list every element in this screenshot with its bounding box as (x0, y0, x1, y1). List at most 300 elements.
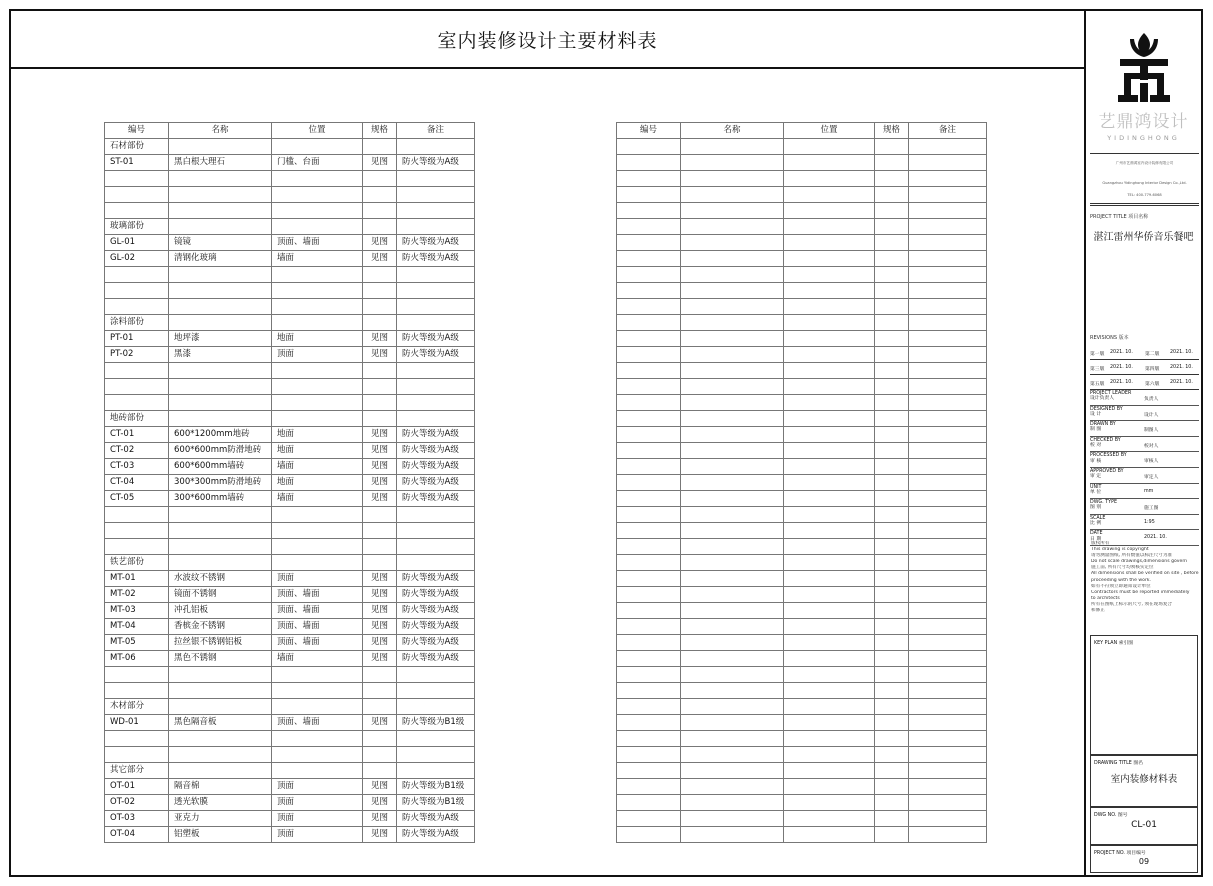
meta-value: 审定人 (1144, 474, 1159, 480)
cell-code: PT-02 (105, 347, 169, 363)
cell-code: WD-01 (105, 715, 169, 731)
empty-cell (681, 555, 784, 571)
cell-spec: 见图 (363, 811, 397, 827)
empty-cell (681, 283, 784, 299)
divider (1090, 203, 1199, 206)
cell-remark: 防火等级为A级 (397, 619, 475, 635)
empty-cell (784, 747, 875, 763)
col-header-location: 位置 (784, 123, 875, 139)
cell-code (105, 683, 169, 699)
empty-cell (681, 747, 784, 763)
empty-cell (617, 267, 681, 283)
table-row (617, 395, 987, 411)
empty-cell (909, 779, 987, 795)
cell-code: 玻璃部份 (105, 219, 169, 235)
table-row (105, 795, 475, 811)
cell-code: 其它部分 (105, 763, 169, 779)
empty-cell (617, 459, 681, 475)
cell-spec: 见图 (363, 347, 397, 363)
empty-cell (875, 555, 909, 571)
empty-cell (909, 331, 987, 347)
table-row (105, 347, 475, 363)
table-row (617, 155, 987, 171)
cell-remark (397, 763, 475, 779)
table-row (617, 651, 987, 667)
table-row (105, 587, 475, 603)
cell-remark (397, 395, 475, 411)
cell-remark: 防火等级为A级 (397, 635, 475, 651)
cell-code (105, 187, 169, 203)
meta-row (1090, 421, 1199, 437)
cell-spec: 见图 (363, 475, 397, 491)
cell-location: 顶面、墙面 (272, 603, 363, 619)
meta-value: mm (1144, 488, 1154, 494)
cell-code (105, 539, 169, 555)
empty-cell (784, 715, 875, 731)
cell-remark (397, 219, 475, 235)
table-row (105, 539, 475, 555)
table-row (105, 747, 475, 763)
revisions-label: REVISIONS 版本 (1090, 335, 1129, 341)
dwg-no-label: DWG NO. 图号 (1094, 813, 1128, 818)
meta-value: 2021. 10. (1144, 535, 1167, 541)
meta-row (1090, 406, 1199, 422)
drawing-title: 室内装修材料表 (1110, 774, 1178, 785)
cell-code (105, 747, 169, 763)
cell-remark: 防火等级为A级 (397, 811, 475, 827)
empty-cell (909, 571, 987, 587)
meta-value: 负责人 (1144, 397, 1159, 402)
table-row (617, 539, 987, 555)
cell-remark: 防火等级为A级 (397, 427, 475, 443)
meta-row (1090, 484, 1199, 500)
table-row (105, 571, 475, 587)
table-row (105, 683, 475, 699)
empty-cell (875, 251, 909, 267)
empty-cell (617, 443, 681, 459)
cell-name: 透光软膜 (169, 795, 272, 811)
empty-cell (784, 667, 875, 683)
table-row (105, 475, 475, 491)
cell-spec: 见图 (363, 795, 397, 811)
cell-location: 地面 (272, 331, 363, 347)
table-row (105, 827, 475, 843)
empty-cell (875, 571, 909, 587)
empty-cell (909, 763, 987, 779)
cell-spec (363, 747, 397, 763)
cell-name (169, 267, 272, 283)
cell-location (272, 539, 363, 555)
drawing-title-label: DRAWING TITLE 图名 (1094, 761, 1143, 766)
empty-cell (681, 827, 784, 843)
cell-code: 石材部份 (105, 139, 169, 155)
project-no: 09 (1138, 857, 1150, 866)
meta-row (1090, 499, 1199, 515)
empty-cell (681, 475, 784, 491)
cell-code: 地砖部份 (105, 411, 169, 427)
empty-cell (784, 235, 875, 251)
table-row (617, 235, 987, 251)
table-row (105, 619, 475, 635)
empty-cell (784, 763, 875, 779)
empty-cell (875, 267, 909, 283)
empty-cell (875, 347, 909, 363)
table-row (617, 555, 987, 571)
table-row (617, 795, 987, 811)
empty-cell (909, 539, 987, 555)
table-row (105, 203, 475, 219)
empty-cell (909, 219, 987, 235)
cell-code: MT-06 (105, 651, 169, 667)
empty-cell (875, 171, 909, 187)
empty-cell (617, 667, 681, 683)
cell-remark (397, 667, 475, 683)
empty-cell (875, 747, 909, 763)
project-title-label: PROJECT TITLE 项目名称 (1090, 214, 1149, 220)
empty-cell (909, 555, 987, 571)
table-row (105, 427, 475, 443)
empty-cell (875, 635, 909, 651)
empty-cell (617, 763, 681, 779)
cell-location: 顶面、墙面 (272, 235, 363, 251)
empty-cell (875, 459, 909, 475)
cell-remark (397, 299, 475, 315)
empty-cell (681, 667, 784, 683)
company-logo-icon (1116, 31, 1172, 105)
cell-spec (363, 683, 397, 699)
cell-name (169, 411, 272, 427)
cell-spec (363, 731, 397, 747)
table-row (617, 635, 987, 651)
cell-spec (363, 763, 397, 779)
table-row (617, 587, 987, 603)
empty-cell (875, 203, 909, 219)
table-row (105, 379, 475, 395)
revision-row: 第三版 2021. 10. 第四版 2021. 10. (1090, 360, 1199, 375)
cell-code: GL-01 (105, 235, 169, 251)
project-name: 湛江雷州华侨音乐餐吧 (1093, 232, 1194, 243)
address-line: Guangzhou Yidinghong Interior Design Co.,Ltd. (1102, 181, 1187, 185)
cell-remark: 防火等级为A级 (397, 155, 475, 171)
empty-cell (909, 603, 987, 619)
cell-code (105, 523, 169, 539)
cell-code (105, 171, 169, 187)
cell-remark (397, 699, 475, 715)
cell-name (169, 203, 272, 219)
col-header-code: 编号 (617, 123, 681, 139)
cell-code: CT-03 (105, 459, 169, 475)
cell-remark (397, 379, 475, 395)
empty-cell (784, 203, 875, 219)
cell-location: 地面 (272, 443, 363, 459)
cell-location: 顶面 (272, 779, 363, 795)
empty-cell (909, 475, 987, 491)
empty-cell (681, 219, 784, 235)
table-row (105, 235, 475, 251)
cell-remark (397, 683, 475, 699)
cell-code: MT-02 (105, 587, 169, 603)
empty-cell (875, 315, 909, 331)
empty-cell (681, 587, 784, 603)
empty-cell (875, 827, 909, 843)
cell-spec (363, 539, 397, 555)
cell-name: 镜面不锈钢 (169, 587, 272, 603)
table-row (105, 139, 475, 155)
cell-code: MT-03 (105, 603, 169, 619)
empty-cell (617, 347, 681, 363)
cell-remark: 防火等级为A级 (397, 235, 475, 251)
cell-remark (397, 555, 475, 571)
empty-cell (617, 603, 681, 619)
cell-remark: 防火等级为A级 (397, 827, 475, 843)
empty-cell (875, 299, 909, 315)
empty-cell (875, 523, 909, 539)
brand-name-cn: 艺鼎鸿设计 (1098, 112, 1189, 132)
empty-cell (875, 283, 909, 299)
table-row (617, 203, 987, 219)
empty-cell (909, 299, 987, 315)
empty-cell (617, 475, 681, 491)
empty-cell (875, 603, 909, 619)
cell-remark: 防火等级为A级 (397, 475, 475, 491)
empty-cell (784, 699, 875, 715)
cell-name (169, 763, 272, 779)
cell-code: PT-01 (105, 331, 169, 347)
cell-remark: 防火等级为A级 (397, 459, 475, 475)
cell-name (169, 555, 272, 571)
cell-code: CT-02 (105, 443, 169, 459)
cell-spec: 见图 (363, 459, 397, 475)
empty-cell (681, 571, 784, 587)
table-row (105, 171, 475, 187)
table-row (617, 715, 987, 731)
cell-spec (363, 523, 397, 539)
empty-cell (875, 411, 909, 427)
table-row (105, 667, 475, 683)
cell-name: 黑色不锈钢 (169, 651, 272, 667)
cell-name (169, 299, 272, 315)
empty-cell (875, 443, 909, 459)
revisions-grid (1090, 345, 1199, 546)
table-row (617, 507, 987, 523)
cell-location (272, 203, 363, 219)
cell-location (272, 315, 363, 331)
empty-cell (909, 811, 987, 827)
cell-location: 顶面 (272, 795, 363, 811)
cell-location (272, 379, 363, 395)
cell-location: 墙面 (272, 459, 363, 475)
empty-cell (909, 155, 987, 171)
cell-spec (363, 363, 397, 379)
empty-cell (875, 427, 909, 443)
table-row (617, 459, 987, 475)
cell-remark (397, 411, 475, 427)
empty-cell (784, 507, 875, 523)
materials-table-left (104, 122, 475, 843)
cell-name: 冲孔铝板 (169, 603, 272, 619)
cell-location (272, 667, 363, 683)
meta-key: CHECKED BY 校 对 (1090, 437, 1121, 449)
cell-spec: 见图 (363, 331, 397, 347)
table-row (105, 731, 475, 747)
table-row (617, 443, 987, 459)
empty-cell (617, 363, 681, 379)
meta-rows (1090, 390, 1199, 546)
empty-cell (784, 347, 875, 363)
empty-cell (617, 395, 681, 411)
cell-remark: 防火等级为A级 (397, 331, 475, 347)
table-row (105, 763, 475, 779)
empty-cell (909, 379, 987, 395)
cell-remark (397, 731, 475, 747)
cell-remark (397, 363, 475, 379)
cell-code (105, 731, 169, 747)
table-row (617, 251, 987, 267)
empty-cell (617, 379, 681, 395)
empty-cell (681, 619, 784, 635)
copyright-notes: 版权所有 This drawing is copyright 请勿测量图纸, 所有数值以标注尺寸为准 Do not scale drawings,dimensions govern 施工前, 所有尺寸均须核实定位 All dimensions shall be verified on site , before proceeding with the work. 如有不符须立即通知设计单位 Contractors must be reported immediately to architects 所有在图纸上标示的尺寸, 须在现场复合 和修正 (1091, 541, 1199, 614)
empty-cell (784, 331, 875, 347)
cell-name: 清钢化玻璃 (169, 251, 272, 267)
title-block (1084, 11, 1201, 875)
cell-name: 600*1200mm地砖 (169, 427, 272, 443)
cell-name (169, 187, 272, 203)
empty-cell (617, 699, 681, 715)
table-row (617, 267, 987, 283)
cell-name: 亚克力 (169, 811, 272, 827)
tel-line: TEL: 400-779-6068 (1127, 193, 1162, 197)
cell-name (169, 139, 272, 155)
empty-cell (875, 795, 909, 811)
empty-cell (784, 587, 875, 603)
empty-cell (681, 251, 784, 267)
table-row (617, 827, 987, 843)
page-title: 室内装修设计主要材料表 (437, 29, 658, 52)
empty-cell (784, 635, 875, 651)
empty-cell (875, 475, 909, 491)
empty-cell (909, 651, 987, 667)
cell-remark: 防火等级为A级 (397, 347, 475, 363)
table-row (617, 139, 987, 155)
cell-spec (363, 187, 397, 203)
cell-location (272, 283, 363, 299)
cell-spec: 见图 (363, 779, 397, 795)
table-row (617, 811, 987, 827)
brand-name-en: YIDINGHONG (1107, 134, 1180, 142)
table-row (105, 715, 475, 731)
revision-row: 第一版 2021. 10. 第二版 2021. 10. (1090, 345, 1199, 360)
cell-spec: 见图 (363, 619, 397, 635)
table-row (617, 219, 987, 235)
cell-code: 铁艺部份 (105, 555, 169, 571)
table-row (105, 315, 475, 331)
cell-remark (397, 171, 475, 187)
empty-cell (784, 571, 875, 587)
cell-spec (363, 379, 397, 395)
cell-spec (363, 699, 397, 715)
empty-cell (875, 139, 909, 155)
empty-cell (617, 651, 681, 667)
table-row (105, 299, 475, 315)
table-row (617, 699, 987, 715)
empty-cell (617, 251, 681, 267)
project-no-label: PROJECT NO. 项目编号 (1094, 851, 1146, 856)
cell-remark (397, 507, 475, 523)
cell-location (272, 411, 363, 427)
empty-cell (909, 187, 987, 203)
meta-value: 审核人 (1144, 459, 1159, 465)
divider (1090, 153, 1199, 154)
cell-spec: 见图 (363, 235, 397, 251)
meta-key: APPROVED BY 审 定 (1090, 468, 1124, 480)
cell-remark: 防火等级为A级 (397, 491, 475, 507)
table-row (617, 283, 987, 299)
empty-cell (617, 539, 681, 555)
empty-cell (681, 651, 784, 667)
cell-name (169, 283, 272, 299)
cell-location (272, 763, 363, 779)
cell-code: MT-05 (105, 635, 169, 651)
table-row (105, 331, 475, 347)
cell-name: 黑漆 (169, 347, 272, 363)
empty-cell (909, 715, 987, 731)
meta-value: 施工图 (1144, 506, 1159, 512)
empty-cell (875, 667, 909, 683)
empty-cell (875, 219, 909, 235)
empty-cell (681, 347, 784, 363)
meta-row (1090, 515, 1199, 531)
col-header-name: 名称 (169, 123, 272, 139)
meta-row (1090, 390, 1199, 406)
table-header-row (617, 123, 987, 139)
cell-location: 墙面 (272, 251, 363, 267)
empty-cell (875, 811, 909, 827)
empty-cell (909, 587, 987, 603)
empty-cell (617, 827, 681, 843)
cell-name (169, 539, 272, 555)
empty-cell (784, 795, 875, 811)
table-row (617, 315, 987, 331)
meta-key: SCALE 比 例 (1090, 515, 1106, 527)
cell-spec (363, 283, 397, 299)
cell-location: 地面 (272, 475, 363, 491)
cell-code (105, 363, 169, 379)
table-row (617, 667, 987, 683)
empty-cell (784, 395, 875, 411)
empty-cell (617, 171, 681, 187)
col-header-spec: 规格 (363, 123, 397, 139)
table-row (617, 299, 987, 315)
table-row (105, 363, 475, 379)
cell-name: 铝塑板 (169, 827, 272, 843)
table-row (617, 331, 987, 347)
cell-remark: 防火等级为A级 (397, 571, 475, 587)
cell-name (169, 699, 272, 715)
cell-code: CT-05 (105, 491, 169, 507)
cell-remark: 防火等级为B1级 (397, 715, 475, 731)
empty-cell (875, 699, 909, 715)
cell-remark: 防火等级为B1级 (397, 779, 475, 795)
empty-cell (875, 379, 909, 395)
empty-cell (909, 635, 987, 651)
table-row (617, 475, 987, 491)
empty-cell (784, 315, 875, 331)
empty-cell (681, 331, 784, 347)
empty-cell (681, 715, 784, 731)
cell-remark (397, 747, 475, 763)
empty-cell (681, 427, 784, 443)
empty-cell (784, 267, 875, 283)
